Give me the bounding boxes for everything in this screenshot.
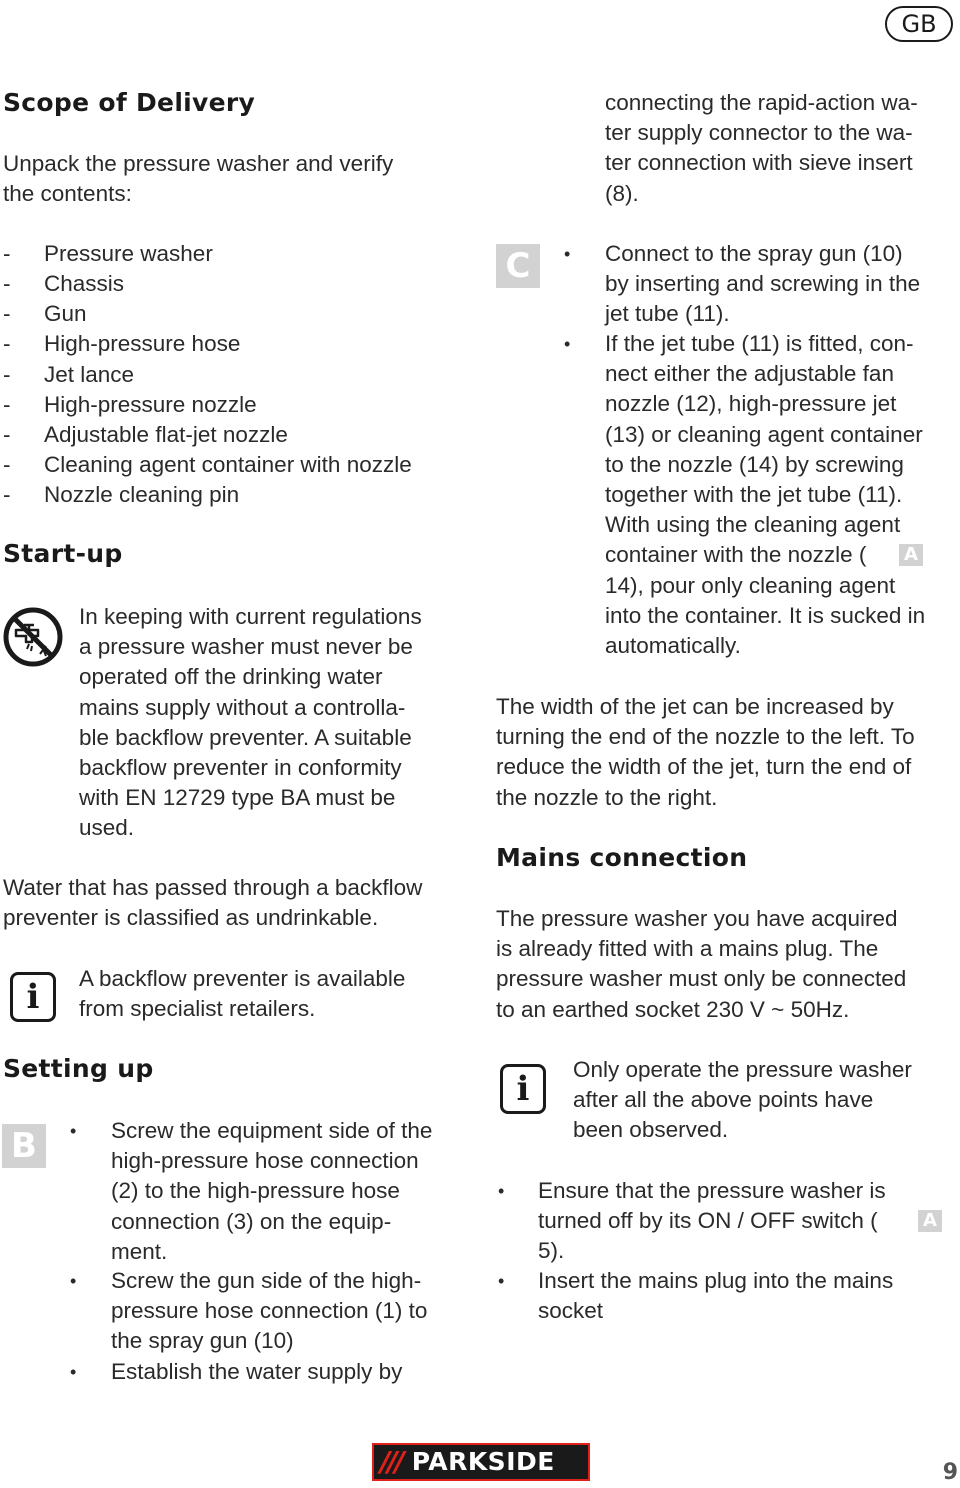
text-line: pressure washer must only be connected — [496, 966, 907, 992]
step-line: to the nozzle (14) by screwing — [605, 451, 904, 477]
step-line: (13) or cleaning agent container — [605, 421, 923, 447]
bullet-icon: • — [564, 244, 571, 264]
step-line: nect either the adjustable fan — [605, 361, 894, 387]
info-icon: i — [500, 1064, 546, 1114]
step-line: turned off by its ON / OFF switch ( — [538, 1208, 878, 1234]
step-line: ter supply connector to the wa- — [605, 120, 913, 146]
bullet-icon: • — [564, 334, 571, 354]
start-up-heading: Start-up — [3, 539, 123, 568]
info-line: after all the above points have — [573, 1087, 874, 1113]
step-line: With using the cleaning agent — [605, 512, 901, 538]
step-line: container with the nozzle ( — [605, 542, 867, 568]
warning-line: operated off the drinking water — [79, 664, 383, 690]
figure-ref-a: A — [899, 544, 923, 566]
continued-step-text — [605, 88, 918, 209]
step-line: Insert the mains plug into the mains — [538, 1268, 894, 1293]
text-line: the nozzle to the right. — [496, 784, 718, 810]
setting-step-2 — [111, 1266, 427, 1357]
bullet-icon: • — [70, 1121, 77, 1141]
scope-intro-line: Unpack the pressure washer and verify — [3, 151, 394, 176]
step-line: Establish the water supply by — [111, 1359, 403, 1384]
figure-label-b: B — [2, 1124, 46, 1168]
step-line: automatically. — [605, 633, 741, 659]
mains-text — [496, 904, 906, 1025]
step-line: high-pressure hose connection — [111, 1148, 419, 1174]
bullet-icon: • — [498, 1181, 505, 1201]
step-line: by inserting and screwing in the — [605, 271, 921, 297]
parkside-logo — [372, 1443, 590, 1481]
step-line: into the container. It is sucked in — [605, 602, 926, 628]
logo-slashes: /// — [380, 1445, 402, 1478]
note-line: preventer is classified as undrinkable. — [3, 905, 379, 931]
step-line: 5). — [538, 1238, 565, 1264]
figure-ref-a: A — [918, 1210, 942, 1232]
step-line: (2) to the high-pressure hose — [111, 1178, 400, 1204]
info-line: from specialist retailers. — [79, 996, 316, 1022]
step-line: Screw the gun side of the high- — [111, 1268, 422, 1293]
setting-step-1 — [111, 1116, 432, 1267]
nozzle-step — [605, 329, 925, 661]
step-line: ment. — [111, 1238, 168, 1264]
undrinkable-note — [3, 873, 422, 933]
info-icon: i — [10, 972, 56, 1022]
mains-connection-heading: Mains connection — [496, 843, 748, 872]
text-line: is already fitted with a mains plug. The — [496, 936, 879, 962]
step-line: (8). — [605, 180, 639, 206]
info-text — [79, 964, 405, 1024]
warning-line: with EN 12729 type BA must be — [79, 785, 396, 811]
warning-line: backflow preventer in conformity — [79, 755, 402, 781]
step-line: socket — [538, 1298, 604, 1324]
no-drinking-water-icon — [2, 606, 64, 668]
jet-width-text — [496, 692, 915, 813]
page-number: 9 — [942, 1460, 958, 1485]
warning-line: ble backflow preventer. A suitable — [79, 724, 412, 750]
info-line: Only operate the pressure washer — [573, 1057, 912, 1082]
text-line: turning the end of the nozzle to the left. To — [496, 724, 915, 750]
step-line: connection (3) on the equip- — [111, 1208, 392, 1234]
scope-intro — [3, 149, 393, 209]
warning-line: used. — [79, 815, 135, 841]
info-text — [573, 1055, 912, 1146]
step-line: Connect to the spray gun (10) — [605, 241, 903, 266]
note-line: Water that has passed through a backflow — [3, 875, 423, 900]
text-line: reduce the width of the jet, turn the end of — [496, 754, 912, 780]
backflow-warning-text — [79, 602, 422, 844]
step-line: 14), pour only cleaning agent — [605, 572, 896, 598]
text-line: to an earthed socket 230 V ~ 50Hz. — [496, 996, 850, 1022]
step-line: nozzle (12), high-pressure jet — [605, 391, 897, 417]
text-line: The pressure washer you have acquired — [496, 906, 898, 931]
step-line: ter connection with sieve insert — [605, 150, 913, 176]
setting-step-3 — [111, 1357, 402, 1387]
bullet-icon: • — [70, 1362, 77, 1382]
step-line: the spray gun (10) — [111, 1328, 294, 1354]
step-line: together with the jet tube (11). — [605, 482, 903, 508]
step-line: Ensure that the pressure washer is — [538, 1178, 886, 1203]
step-line: pressure hose connection (1) to — [111, 1298, 428, 1324]
scope-of-delivery-heading: Scope of Delivery — [3, 88, 256, 117]
step-line: jet tube (11). — [605, 301, 730, 327]
scope-intro-line: the contents: — [3, 181, 132, 207]
spray-gun-step — [605, 239, 920, 330]
bullet-icon: • — [498, 1271, 505, 1291]
logo-text: PARKSIDE — [411, 1447, 555, 1476]
step-line: Screw the equipment side of the — [111, 1118, 433, 1143]
bullet-icon: • — [70, 1271, 77, 1291]
warning-line: a pressure washer must never be — [79, 634, 413, 660]
info-line: been observed. — [573, 1117, 729, 1143]
figure-label-c: C — [496, 244, 540, 288]
step-line: connecting the rapid-action wa- — [605, 90, 918, 115]
setting-up-heading: Setting up — [3, 1054, 154, 1083]
text-line: The width of the jet can be increased by — [496, 694, 894, 719]
switch-off-step — [538, 1176, 886, 1267]
step-line: If the jet tube (11) is fitted, con- — [605, 331, 914, 356]
info-line: A backflow preventer is available — [79, 966, 406, 991]
warning-line: In keeping with current regulations — [79, 604, 422, 629]
language-badge: GB — [885, 6, 953, 42]
warning-line: mains supply without a controlla- — [79, 694, 406, 720]
mains-plug-step — [538, 1266, 893, 1326]
